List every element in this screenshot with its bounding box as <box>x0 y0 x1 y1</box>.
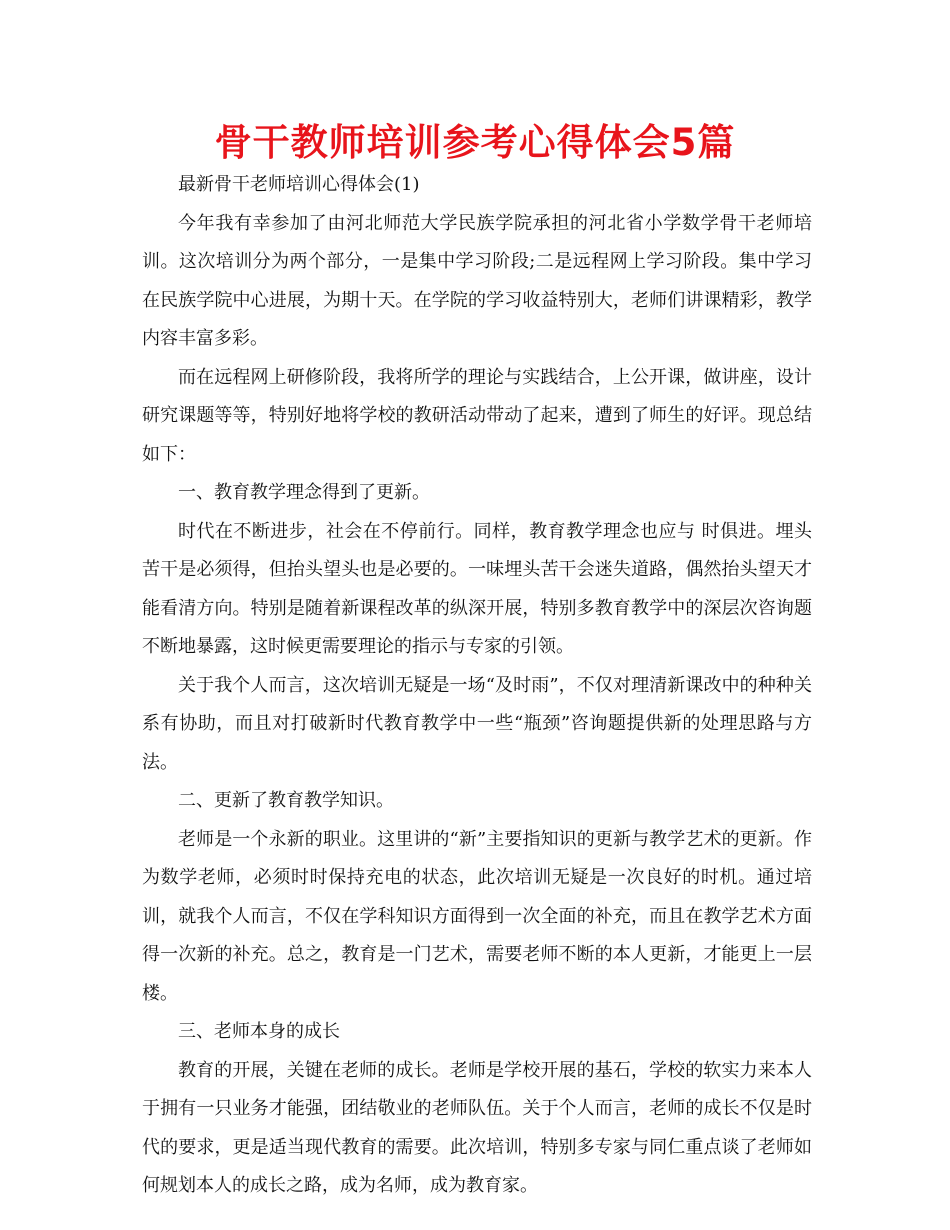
paragraph: 老师是一个永新的职业。这里讲的“新”主要指知识的更新与教学艺术的更新。作为数学老师，必须时时保持充电的状态，此次培训无疑是一次良好的时机。通过培训，就我个人而言，不仅在学科知识方面得到一次全面的补充，而且在教学艺术方面得一次新的补充。总之，教育是一门艺术，需要老师不断的本人更新，才能更上一层楼。 <box>142 828 812 1004</box>
section-heading: 二、更新了教育教学知识。 <box>178 790 394 811</box>
paragraph: 而在远程网上研修阶段，我将所学的理论与实践结合，上公开课，做讲座，设计研究课题等等，特别好地将学校的教研活动带动了起来，遭到了师生的好评。现总结如下： <box>142 366 812 465</box>
section-heading: 一、教育教学理念得到了更新。 <box>178 482 430 503</box>
paragraph: 教育的开展，关键在老师的成长。老师是学校开展的基石，学校的软实力来本人于拥有一只业务才能强，团结敬业的老师队伍。关于个人而言，老师的成长不仅是时代的要求，更是适当现代教育的需要。此次培训，特别多专家与同仁重点谈了老师如何规划本人的成长之路，成为名师，成为教育家。 <box>142 1059 812 1196</box>
paragraph: 今年我有幸参加了由河北师范大学民族学院承担的河北省小学数学骨干老师培训。这次培训分为两个部分，一是集中学习阶段;二是远程网上学习阶段。集中学习在民族学院中心进展，为期十天。在学院的学习收益特别大，老师们讲课精彩，教学内容丰富多彩。 <box>142 212 812 349</box>
section-heading: 三、老师本身的成长 <box>178 1021 340 1042</box>
paragraph: 关于我个人而言，这次培训无疑是一场“及时雨”，不仅对理清新课改中的种种关系有协助，而且对打破新时代教育教学中一些“瓶颈”咨询题提供新的处理思路与方法。 <box>142 674 812 773</box>
document-body <box>142 166 812 1206</box>
paragraph: 时代在不断进步，社会在不停前行。同样，教育教学理念也应与 时俱进。埋头苦干是必须得，但抬头望头也是必要的。一味埋头苦干会迷失道路，偶然抬头望天才能看清方向。特别是随着新课程改革的纵深开展，特别多教育教学中的深层次咨询题不断地暴露，这时候更需要理论的指示与专家的引领。 <box>142 520 812 657</box>
paragraph-subtitle: 最新骨干老师培训心得体会(1) <box>178 174 420 195</box>
document-title: 骨干教师培训参考心得体会5篇 <box>214 121 736 164</box>
